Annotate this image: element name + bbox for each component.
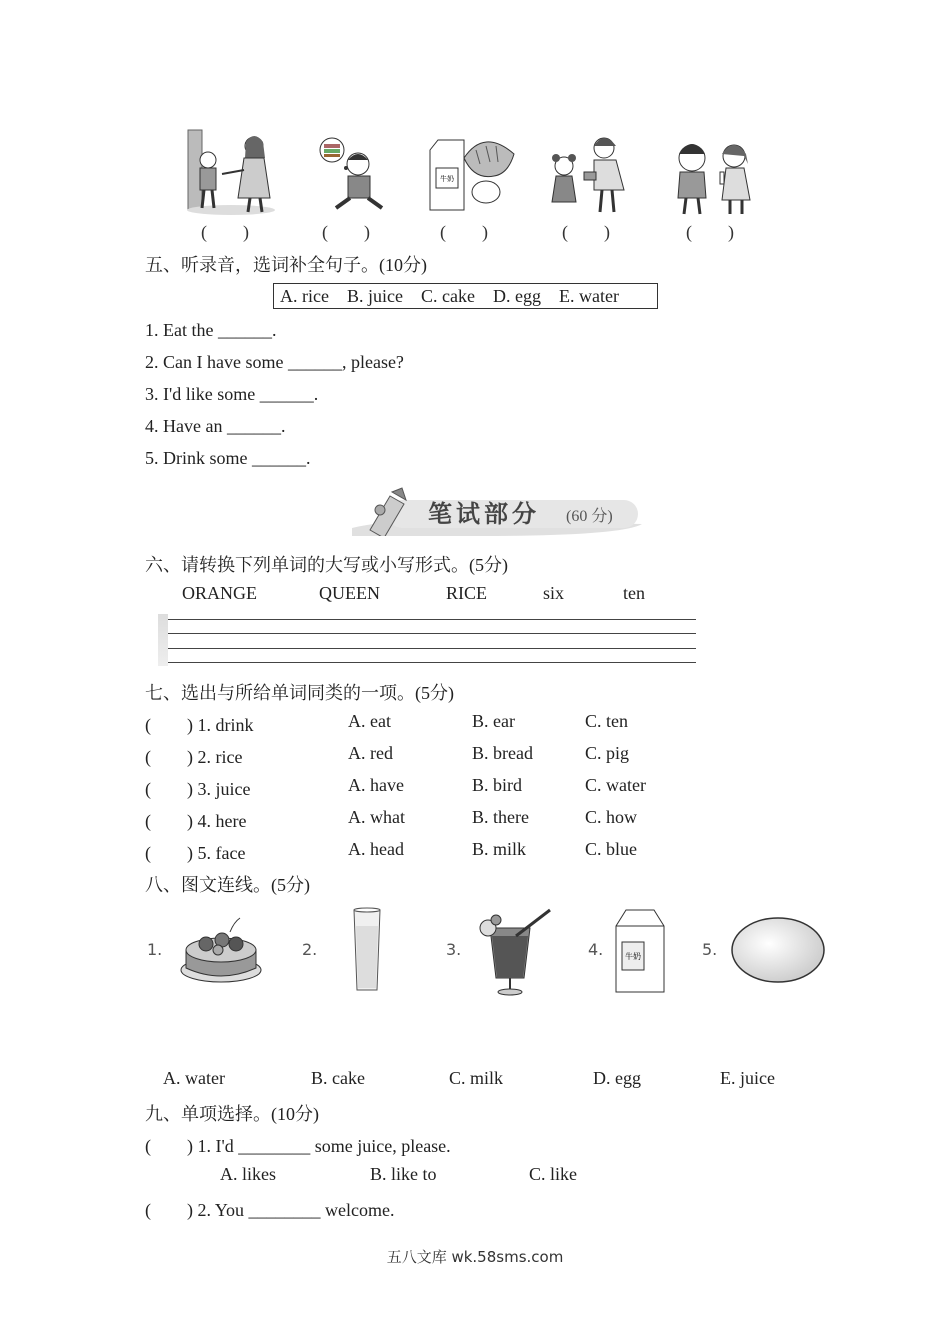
answer-paren-1[interactable]: ( ) <box>201 222 249 242</box>
option-b: B. there <box>472 807 529 827</box>
case-word: RICE <box>446 583 488 603</box>
match-option[interactable]: C. milk <box>449 1068 504 1088</box>
answer-paren-3[interactable]: ( ) <box>440 222 488 242</box>
milk-bread-egg-illustration <box>426 128 516 216</box>
option-c: C. like <box>529 1164 577 1184</box>
option-c: C. ten <box>585 711 628 731</box>
sentence-item: 4. Have an ______. <box>145 416 286 436</box>
question-stem[interactable]: ( ) 1. I'd ________ some juice, please. <box>145 1136 451 1156</box>
word-option: A. rice <box>280 285 329 306</box>
section5-heading: 五、听录音，选词补全句子。(10分) <box>145 255 427 275</box>
cake-illustration[interactable] <box>178 906 264 998</box>
boy-and-girl-drinking-illustration <box>666 128 756 216</box>
question-stem[interactable]: ( ) 4. here <box>145 811 247 831</box>
match-option[interactable]: B. cake <box>311 1068 365 1088</box>
case-word: QUEEN <box>319 583 380 603</box>
footer-watermark: 五八文库 wk.58sms.com <box>386 1248 564 1266</box>
section7-heading: 七、选出与所给单词同类的一项。(5分) <box>145 683 454 703</box>
milk-carton-illustration[interactable] <box>612 906 668 998</box>
glass-of-water-illustration[interactable] <box>350 906 384 998</box>
option-b: B. milk <box>472 839 527 859</box>
word-option: B. juice <box>346 285 403 306</box>
picture-number: 2. <box>302 940 318 959</box>
match-option[interactable]: E. juice <box>720 1068 775 1088</box>
word-box <box>273 283 658 309</box>
banner-title: 笔试部分 <box>428 500 540 528</box>
word-option: C. cake <box>420 285 475 306</box>
option-c: C. water <box>585 775 646 795</box>
sentence-item: 2. Can I have some ______, please? <box>145 352 404 372</box>
match-option[interactable]: D. egg <box>593 1068 641 1088</box>
picture-number: 5. <box>702 940 718 959</box>
glass-of-juice-illustration[interactable] <box>476 906 556 998</box>
lines-margin-mark <box>158 614 168 666</box>
option-a: A. red <box>348 743 393 763</box>
picture-number: 1. <box>147 940 163 959</box>
written-part-banner <box>348 486 643 536</box>
word-option: E. water <box>558 285 619 306</box>
option-a: A. eat <box>348 711 391 731</box>
answer-paren-5[interactable]: ( ) <box>686 222 734 242</box>
carton-label: 牛奶 <box>440 175 454 183</box>
banner-score: (60 分) <box>566 508 613 525</box>
answer-paren-2[interactable]: ( ) <box>322 222 370 242</box>
carton-label: 牛奶 <box>625 952 641 961</box>
question-stem[interactable]: ( ) 2. You ________ welcome. <box>145 1200 395 1220</box>
section6-heading: 六、请转换下列单词的大写或小写形式。(5分) <box>145 555 508 575</box>
section8-heading: 八、图文连线。(5分) <box>145 875 310 895</box>
option-c: C. blue <box>585 839 637 859</box>
option-c: C. how <box>585 807 638 827</box>
case-word: ten <box>623 583 645 603</box>
egg-illustration[interactable] <box>730 906 828 998</box>
answer-paren-4[interactable]: ( ) <box>562 222 610 242</box>
option-a: A. head <box>348 839 404 859</box>
picture-number: 4. <box>588 940 604 959</box>
sentence-item: 1. Eat the ______. <box>145 320 277 340</box>
picture-number: 3. <box>446 940 462 959</box>
girl-and-mother-illustration <box>546 128 636 216</box>
option-b: B. bread <box>472 743 533 763</box>
option-a: A. what <box>348 807 405 827</box>
option-c: C. pig <box>585 743 630 763</box>
question-stem[interactable]: ( ) 1. drink <box>145 715 254 735</box>
question-stem[interactable]: ( ) 5. face <box>145 843 246 863</box>
option-b: B. like to <box>370 1164 437 1184</box>
boy-thinking-of-burger-illustration <box>312 128 402 216</box>
option-a: A. likes <box>220 1164 276 1184</box>
option-b: B. bird <box>472 775 523 795</box>
sentence-item: 3. I'd like some ______. <box>145 384 319 404</box>
case-word: ORANGE <box>182 583 257 603</box>
option-b: B. ear <box>472 711 515 731</box>
match-option[interactable]: A. water <box>163 1068 225 1088</box>
word-option: D. egg <box>492 285 541 306</box>
sentence-item: 5. Drink some ______. <box>145 448 311 468</box>
question-stem[interactable]: ( ) 3. juice <box>145 779 251 799</box>
section9-heading: 九、单项选择。(10分) <box>145 1104 319 1124</box>
girl-giving-boy-drink-illustration <box>186 128 276 216</box>
option-a: A. have <box>348 775 404 795</box>
case-word: six <box>543 583 565 603</box>
question-stem[interactable]: ( ) 2. rice <box>145 747 243 767</box>
